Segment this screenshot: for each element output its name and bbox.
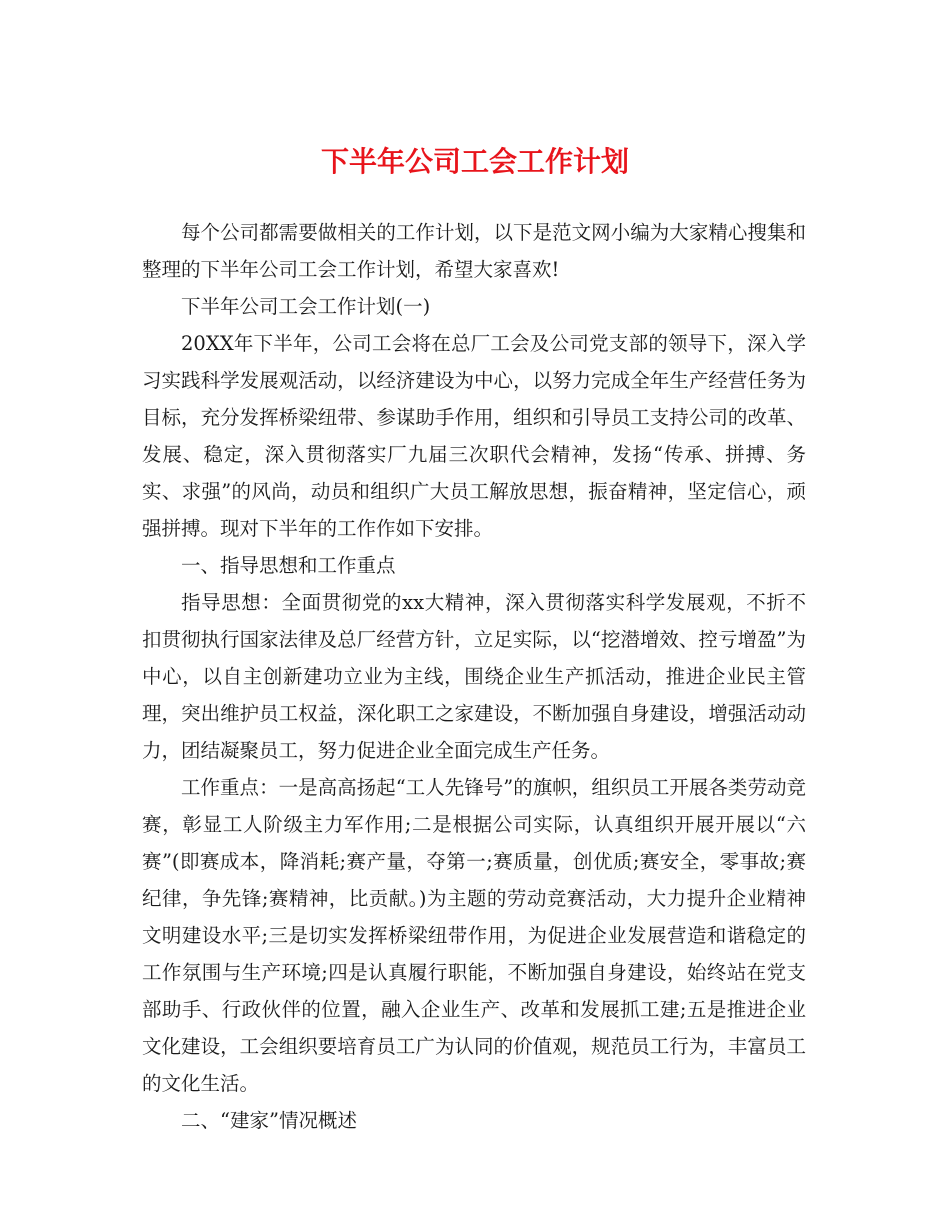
document-body bbox=[142, 214, 806, 1139]
document-title: 下半年公司工会工作计划 bbox=[320, 145, 629, 178]
section-heading-guiding-ideas: 一、指导思想和工作重点 bbox=[181, 554, 396, 577]
section-heading-home-building: 二、“建家”情况概述 bbox=[181, 1109, 357, 1132]
overview-paragraph: 20XX年下半年，公司工会将在总厂工会及公司党支部的领导下，深入学习实践科学发展观活动，以经济建设为中心，以努力完成全年生产经营任务为目标，充分发挥桥梁纽带、参谋助手作用，组织和引导员工支持公司的改革、发展、稳定，深入贯彻落实厂九届三次职代会精神，发扬“传承、拼搏、务实、求强”的风尚，动员和组织广大员工解放思想，振奋精神，坚定信心，顽强拼搏。现对下半年的工作作如下安排。 bbox=[142, 332, 806, 540]
section-heading-plan-one: 下半年公司工会工作计划(一) bbox=[181, 295, 431, 318]
guiding-ideas-paragraph: 指导思想：全面贯彻党的xx大精神，深入贯彻落实科学发展观，不折不扣贯彻执行国家法律及总厂经营方针，立足实际，以“挖潜增效、控亏增盈”为中心，以自主创新建功立业为主线，围绕企业生产抓活动，推进企业民主管理，突出维护员工权益，深化职工之家建设，不断加强自身建设，增强活动动力，团结凝聚员工，努力促进企业全面完成生产任务。 bbox=[142, 591, 806, 762]
intro-paragraph: 每个公司都需要做相关的工作计划，以下是范文网小编为大家精心搜集和整理的下半年公司工会工作计划，希望大家喜欢! bbox=[142, 221, 806, 281]
work-focus-paragraph: 工作重点：一是高高扬起“工人先锋号”的旗帜，组织员工开展各类劳动竞赛，彰显工人阶级主力军作用;二是根据公司实际，认真组织开展开展以“六赛”(即赛成本，降消耗;赛产量，夺第一;赛质量，创优质;赛安全，零事故;赛纪律，争先锋;赛精神，比贡献。)为主题的劳动竞赛活动，大力提升企业精神文明建设水平;三是切实发挥桥梁纽带作用，为促进企业发展营造和谐稳定的工作氛围与生产环境;四是认真履行职能，不断加强自身建设，始终站在党支部助手、行政伙伴的位置，融入企业生产、改革和发展抓工建;五是推进企业文化建设，工会组织要培育员工广为认同的价值观，规范员工行为，丰富员工的文化生活。 bbox=[142, 776, 806, 1095]
